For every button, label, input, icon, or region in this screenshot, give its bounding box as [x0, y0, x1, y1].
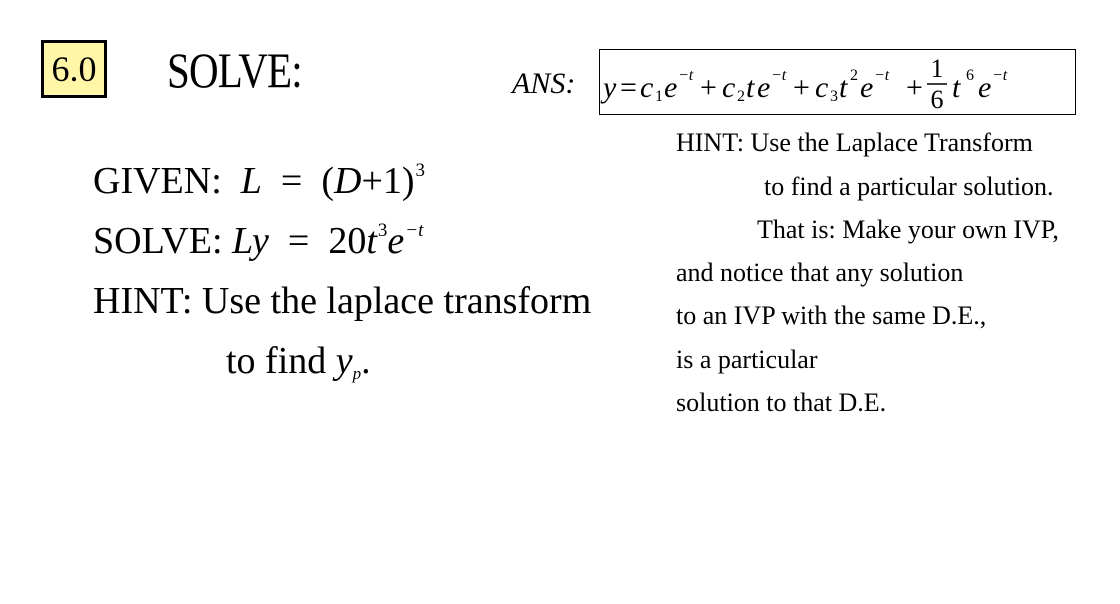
ans-c1: c — [640, 71, 654, 104]
answer-label: ANS: — [512, 67, 576, 100]
answer-box — [599, 49, 1076, 115]
ans-e2-exp: −t — [771, 67, 787, 84]
given-rhs-exp: 3 — [415, 160, 426, 181]
solve-label: SOLVE: — [93, 220, 223, 262]
given-line — [93, 158, 425, 211]
ans-e1-exp: −t — [678, 67, 694, 84]
solve-lhs: Ly — [232, 220, 269, 262]
left-hint-y: y — [335, 340, 353, 382]
ans-t4-exp: 6 — [966, 67, 974, 84]
ans-c3-sub: 3 — [830, 88, 838, 105]
left-hint-suffix: . — [361, 340, 371, 382]
ans-plus3: + — [906, 71, 923, 104]
solve-t: t — [366, 220, 377, 262]
ans-y: y — [603, 71, 617, 104]
right-hint-line6: is a particular — [676, 345, 818, 374]
ans-c3: c — [815, 71, 829, 104]
solve-eq: = — [287, 220, 310, 262]
given-rhs-var: D — [334, 160, 362, 202]
right-hint-line4: and notice that any solution — [676, 258, 964, 287]
right-hint-line3: That is: Make your own IVP, — [757, 215, 1059, 244]
ans-c2-sub: 2 — [737, 88, 745, 105]
ans-e3: e — [860, 71, 874, 104]
given-eq: = — [280, 160, 303, 202]
ans-e1: e — [664, 71, 678, 104]
given-lhs: L — [240, 160, 262, 202]
ans-t3-exp: 2 — [850, 67, 858, 84]
ans-t2: t — [746, 71, 755, 104]
given-label: GIVEN: — [93, 160, 222, 202]
ans-frac-den: 6 — [930, 85, 944, 113]
solve-e: e — [387, 220, 405, 262]
ans-c2: c — [722, 71, 736, 104]
solve-e-exp: −t — [405, 220, 424, 241]
left-hint-line1: HINT: Use the laplace transform — [93, 280, 592, 322]
ans-e4: e — [978, 71, 992, 104]
right-hint-line2: to find a particular solution. — [764, 172, 1054, 201]
given-rhs-open: ( — [321, 160, 334, 202]
right-hint-line5: to an IVP with the same D.E., — [676, 301, 987, 330]
ans-e2: e — [757, 71, 771, 104]
solve-t-exp: 3 — [377, 220, 388, 241]
ans-plus1: + — [700, 71, 717, 104]
left-hint-line2 — [226, 338, 371, 391]
ans-eq: = — [620, 71, 637, 104]
right-hint-line1: HINT: Use the Laplace Transform — [676, 128, 1033, 157]
ans-c1-sub: 1 — [655, 88, 663, 105]
page-title: SOLVE: — [167, 42, 302, 98]
ans-plus2: + — [793, 71, 810, 104]
solve-line — [93, 218, 423, 271]
given-rhs-rest: +1) — [361, 160, 415, 202]
left-hint-y-sub: p — [352, 364, 362, 383]
left-hint-prefix: to find — [226, 340, 336, 382]
right-hint-line7: solution to that D.E. — [676, 388, 887, 417]
ans-frac-num: 1 — [930, 54, 944, 83]
ans-t3: t — [839, 71, 848, 104]
ans-t4: t — [952, 71, 961, 104]
ans-e3-exp: −t — [874, 67, 890, 84]
solve-coef: 20 — [328, 220, 367, 262]
section-number-badge: 6.0 — [41, 40, 107, 98]
ans-e4-exp: −t — [992, 67, 1008, 84]
answer-equation — [600, 50, 1074, 113]
